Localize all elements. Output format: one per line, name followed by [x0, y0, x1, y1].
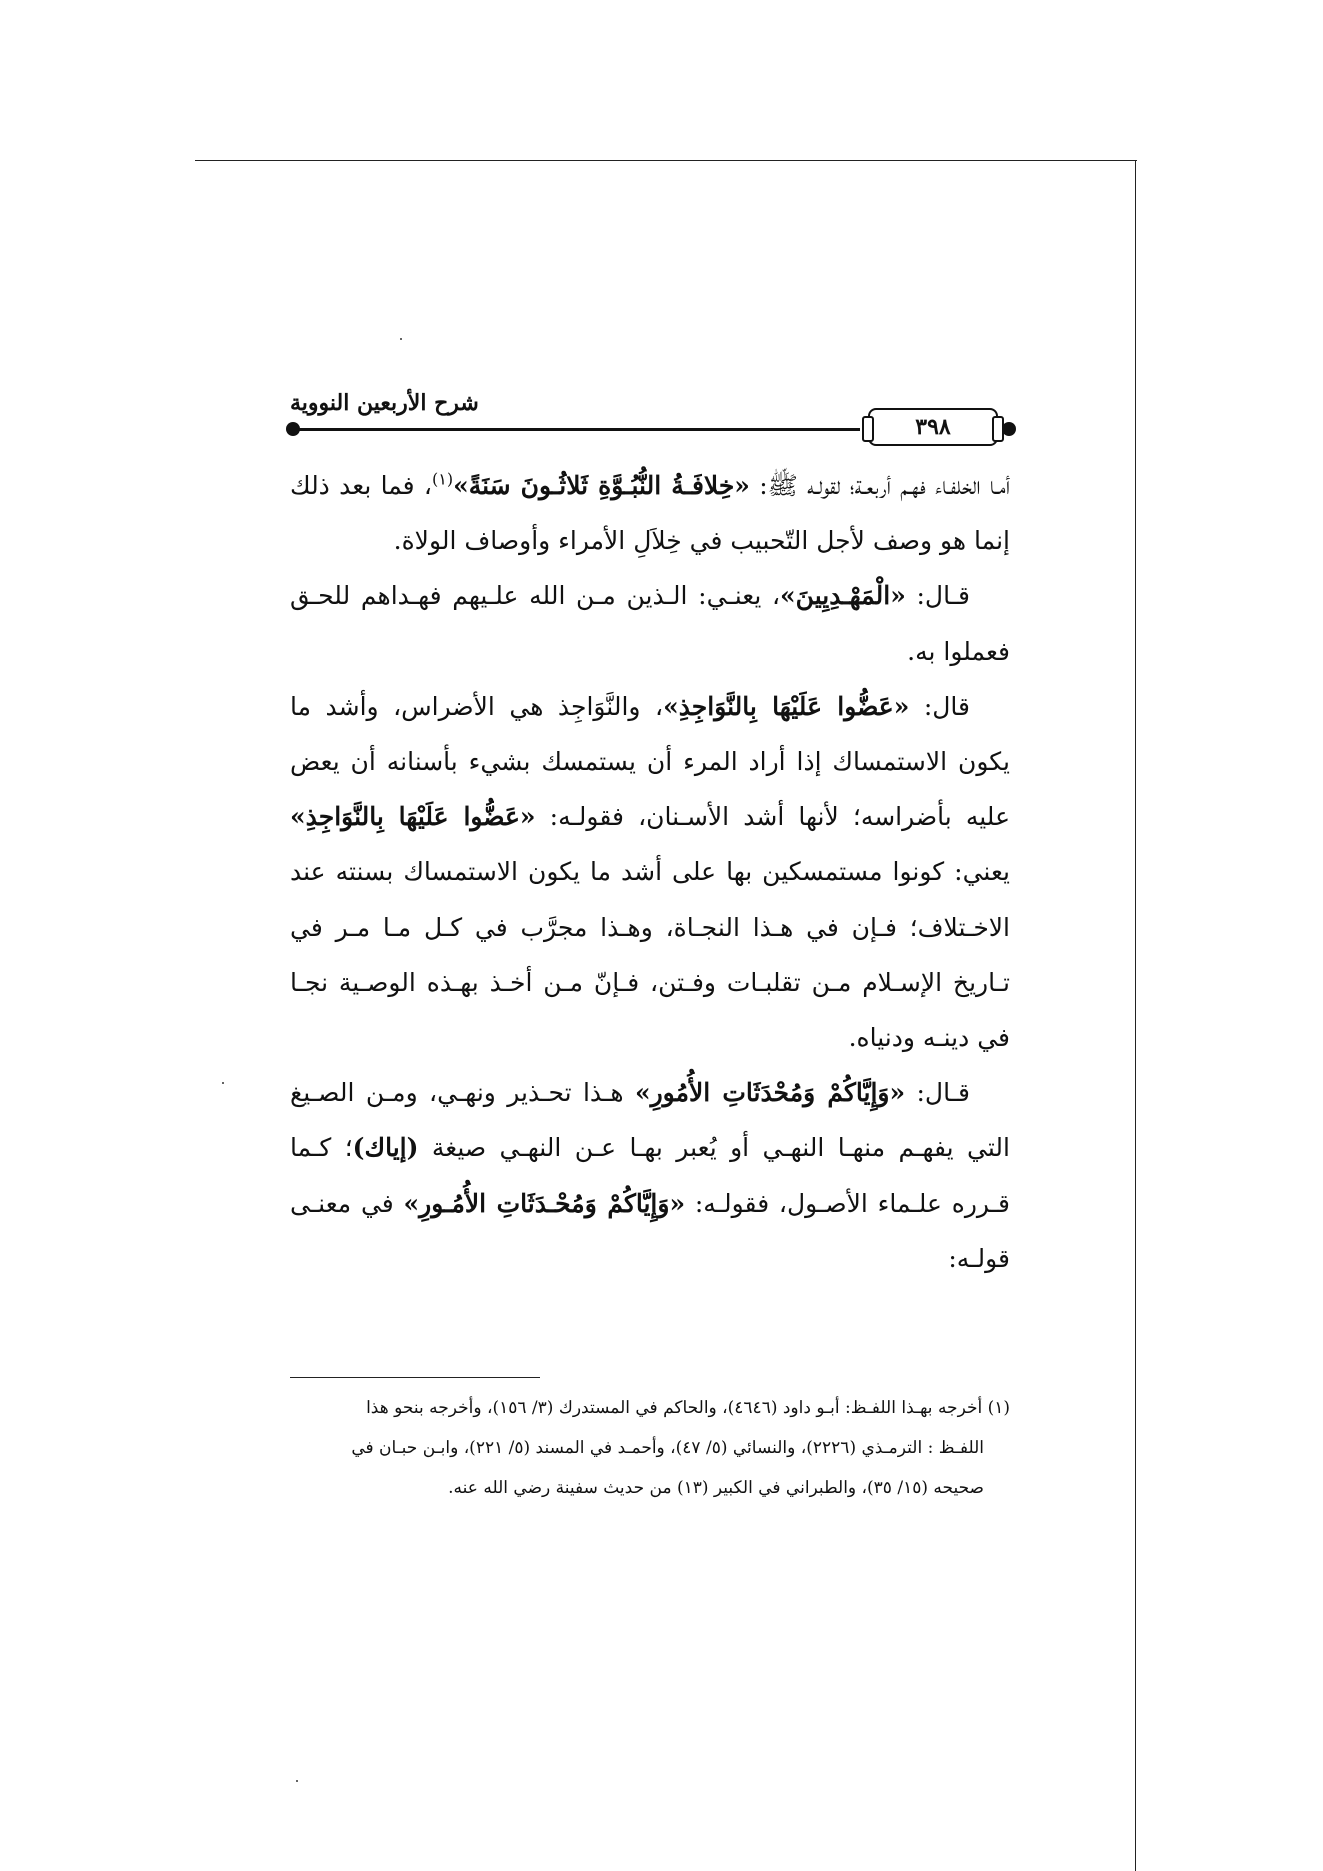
scan-speck — [400, 338, 402, 340]
footnotes — [290, 1388, 1010, 1508]
hadith-quote: «وَإِيَّاكُمْ وَمُحْـدَثَاتِ الأُمُـورِ» — [403, 1188, 686, 1218]
text-run: يعني: كونوا مستمسكين بها على أشد ما يكون الاستمساك بسنته عند الاخـتلاف؛ فـإن في هـذا النجـاة، وهـذا مجرَّب في كـل مـا مـر في تـاريخ الإسـلام مـن تقلبـات وفـتن، فـإنّ مـن أخـذ بهـذه الوصـية نجـا في دينـه ودنياه. — [290, 857, 1010, 1053]
text-run: أمـا الخلفـاء فهـم أربعـة؛ لقولـه ﷺ: — [749, 471, 1011, 500]
footnote-line: اللفـظ : الترمـذي (٢٢٢٦)، والنسائي (٥/ ٤٧)، وأحمـد في المسند (٥/ ٢٢١)، وابـن حبـان في — [351, 1438, 984, 1458]
running-header — [290, 390, 1010, 450]
header-rule — [296, 428, 860, 431]
text-run: ، فما بعد ذلك إنما هو وصف لأجل التّحبيب في خِلاَلِ الأمراء وأوصاف الولاة. — [290, 471, 1010, 556]
main-text — [290, 458, 1010, 1286]
footnote-line: صحيحه (١٥/ ٣٥)، والطبراني في الكبير (١٣) من حديث سفينة رضي الله عنه. — [448, 1478, 984, 1498]
footnote-separator — [290, 1377, 540, 1378]
text-run: في معنـى قولـه: — [290, 1188, 1010, 1273]
page-frame-top-border — [195, 160, 1137, 161]
text-run: ، والنَّوَاجِذ هي الأضراس، وأشد ما يكون الاستمساك إذا أراد المرء أن يستمسك بشيء بأسنانه أن يعض عليه بأضراسه؛ لأنها أشد الأسـنان، فقولـه: — [290, 691, 1010, 832]
page-number: ٣٩٨ — [868, 408, 998, 446]
text-run: ، يعنـي: الـذين مـن الله علـيهم فهـداهم للحـق فعملوا به. — [290, 581, 1010, 666]
hadith-quote: «عَضُّوا عَلَيْهَا بِالنَّوَاجِذِ» — [290, 802, 536, 832]
header-ornament-dot-right — [1002, 422, 1016, 436]
quoted-term: (إياك) — [352, 1133, 419, 1163]
hadith-quote: «عَضُّوا عَلَيْهَا بِالنَّوَاجِذِ» — [663, 691, 910, 721]
hadith-quote: «الْمَهْـدِيِينَ» — [780, 581, 906, 611]
hadith-quote: «وَإِيَّاكُمْ وَمُحْدَثَاتِ الأُمُورِ» — [634, 1078, 906, 1108]
footnote-reference: (١) — [431, 469, 454, 489]
book-page — [290, 390, 1010, 1286]
paragraph-2 — [290, 568, 1010, 678]
scan-speck — [222, 1082, 224, 1084]
page-frame-right-border — [1135, 160, 1136, 1871]
paragraph-1 — [290, 458, 1010, 568]
footnote-line: (١) أخرجه بهـذا اللفـظ: أبـو داود (٤٦٤٦)، والحاكم في المستدرك (٣/ ١٥٦)، وأخرجه بنحو هذا — [366, 1398, 1010, 1418]
header-ornament-dot-left — [286, 422, 300, 436]
text-run: قال: — [909, 691, 970, 721]
text-run: قـال: — [905, 581, 970, 611]
paragraph-3 — [290, 679, 1010, 1065]
text-run: قـال: — [905, 1078, 970, 1108]
book-title: شرح الأربعين النووية — [290, 390, 479, 416]
text-run: هـذا تحـذير ونهـي، ومـن الصـيغ التي يفهـم منهـا النهـي أو يُعبر بهـا عـن النهـي صيغة — [290, 1078, 1010, 1163]
hadith-quote: «خِلافَـةُ النُّبُـوَّةِ ثَلاثُـونَ سَنَةً» — [453, 471, 750, 500]
scan-speck — [296, 1780, 298, 1782]
text-run: ؛ كـما قـرره علـماء الأصـول، فقولـه: — [290, 1133, 1010, 1218]
paragraph-4 — [290, 1065, 1010, 1286]
